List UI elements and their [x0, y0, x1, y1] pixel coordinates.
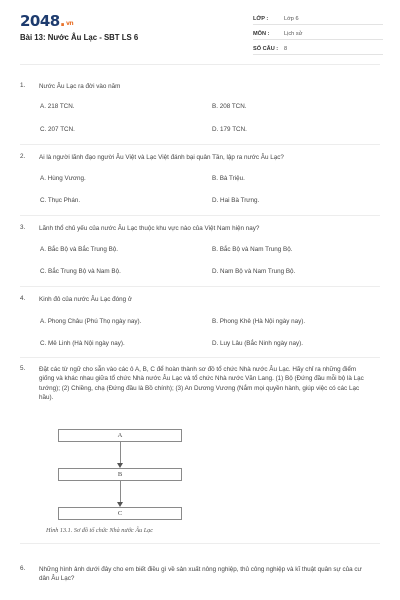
option-c[interactable]: C. 207 TCN.	[40, 126, 75, 133]
connector-line	[120, 442, 121, 463]
question-2	[20, 153, 380, 219]
question-text: Ai là người lãnh đạo người Âu Việt và Lạc Việt đánh bại quân Tần, lập ra nước Âu Lạc?	[39, 154, 284, 161]
diagram-box-a: A	[58, 429, 182, 442]
option-a[interactable]: A. Bắc Bộ và Bắc Trung Bộ.	[40, 246, 119, 253]
meta-subject-row	[253, 29, 383, 40]
logo-suffix: vn	[65, 20, 74, 27]
question-6	[20, 565, 380, 591]
question-text: Kinh đô của nước Âu Lạc đóng ở	[39, 296, 132, 303]
question-4	[20, 295, 380, 361]
question-divider	[20, 144, 380, 145]
question-number: 1.	[20, 82, 26, 89]
question-text: Đặt các từ ngữ cho sẵn vào các ô A, B, C để hoàn thành sơ đồ tổ chức Nhà nước Âu Lạc. Hãy chỉ ra những điểm giống và khác nhau giữa tổ chức Nhà nước Âu Lạc và tổ chức Nhà nước Văn Lang. (1) Bộ (Đứng đầu mỗi bộ là Lạc tướng); (2) Chiềng, chạ (Đứng đầu là Bồ chính); (3) An Dương Vương (Nắm mọi quyền hành, giúp việc có các Lạc hầu).	[39, 366, 364, 402]
question-text: Những hình ảnh dưới đây cho em biết điều gì về sản xuất nông nghiệp, thủ công nghiệp và kĩ thuật quân sự của cư dân Âu Lạc?	[39, 566, 362, 583]
question-number: 4.	[20, 295, 26, 302]
site-logo[interactable]	[20, 12, 73, 30]
meta-count-row	[253, 44, 383, 55]
question-number: 5.	[20, 365, 26, 372]
option-d[interactable]: D. Nam Bộ và Nam Trung Bộ.	[212, 268, 296, 275]
option-a[interactable]: A. 218 TCN.	[40, 103, 75, 110]
meta-class-value: Lớp 6	[284, 16, 299, 22]
meta-count-value: 8	[284, 46, 288, 52]
question-5	[20, 365, 380, 413]
option-b[interactable]: B. Bà Triệu.	[212, 175, 245, 182]
question-divider	[20, 286, 380, 287]
question-3	[20, 224, 380, 290]
diagram-box-c: C	[58, 507, 182, 520]
question-divider	[20, 357, 380, 358]
option-d[interactable]: D. Luy Lâu (Bắc Ninh ngày nay).	[212, 340, 304, 347]
option-a[interactable]: A. Hùng Vương.	[40, 175, 86, 182]
header-divider	[20, 64, 380, 65]
option-a[interactable]: A. Phong Châu (Phú Thọ ngày nay).	[40, 318, 142, 325]
document-header	[0, 0, 400, 62]
option-b[interactable]: B. 208 TCN.	[212, 103, 247, 110]
logo-main: 2048	[20, 12, 60, 30]
option-c[interactable]: C. Mê Linh (Hà Nội ngày nay).	[40, 340, 125, 347]
question-divider	[20, 543, 380, 544]
option-c[interactable]: C. Thục Phán.	[40, 197, 81, 204]
question-1	[20, 82, 380, 148]
meta-class-key: LỚP :	[253, 16, 269, 22]
meta-count-key: SỐ CÂU :	[253, 46, 279, 52]
logo-dot: .	[59, 12, 65, 30]
meta-class-row	[253, 14, 383, 25]
question-text: Nước Âu Lạc ra đời vào năm	[39, 83, 121, 90]
section-divider	[20, 543, 380, 544]
organization-diagram	[44, 423, 220, 525]
question-text: Lãnh thổ chủ yếu của nước Âu Lạc thuộc khu vực nào của Việt Nam hiện nay?	[39, 225, 260, 232]
question-number: 2.	[20, 153, 26, 160]
meta-subject-key: MÔN :	[253, 31, 270, 37]
document-title: Bài 13: Nước Âu Lạc - SBT LS 6	[20, 33, 139, 42]
diagram-box-b: B	[58, 468, 182, 481]
option-b[interactable]: B. Phong Khê (Hà Nội ngày nay).	[212, 318, 306, 325]
question-number: 6.	[20, 565, 26, 572]
meta-subject-value: Lịch sử	[284, 31, 303, 37]
option-b[interactable]: B. Bắc Bộ và Nam Trung Bộ.	[212, 246, 293, 253]
option-d[interactable]: D. 179 TCN.	[212, 126, 247, 133]
question-divider	[20, 215, 380, 216]
option-c[interactable]: C. Bắc Trung Bộ và Nam Bộ.	[40, 268, 121, 275]
question-number: 3.	[20, 224, 26, 231]
option-d[interactable]: D. Hai Bà Trưng.	[212, 197, 260, 204]
connector-line	[120, 481, 121, 502]
diagram-caption: Hình 13.1. Sơ đồ tổ chức Nhà nước Âu Lạc	[46, 527, 154, 534]
